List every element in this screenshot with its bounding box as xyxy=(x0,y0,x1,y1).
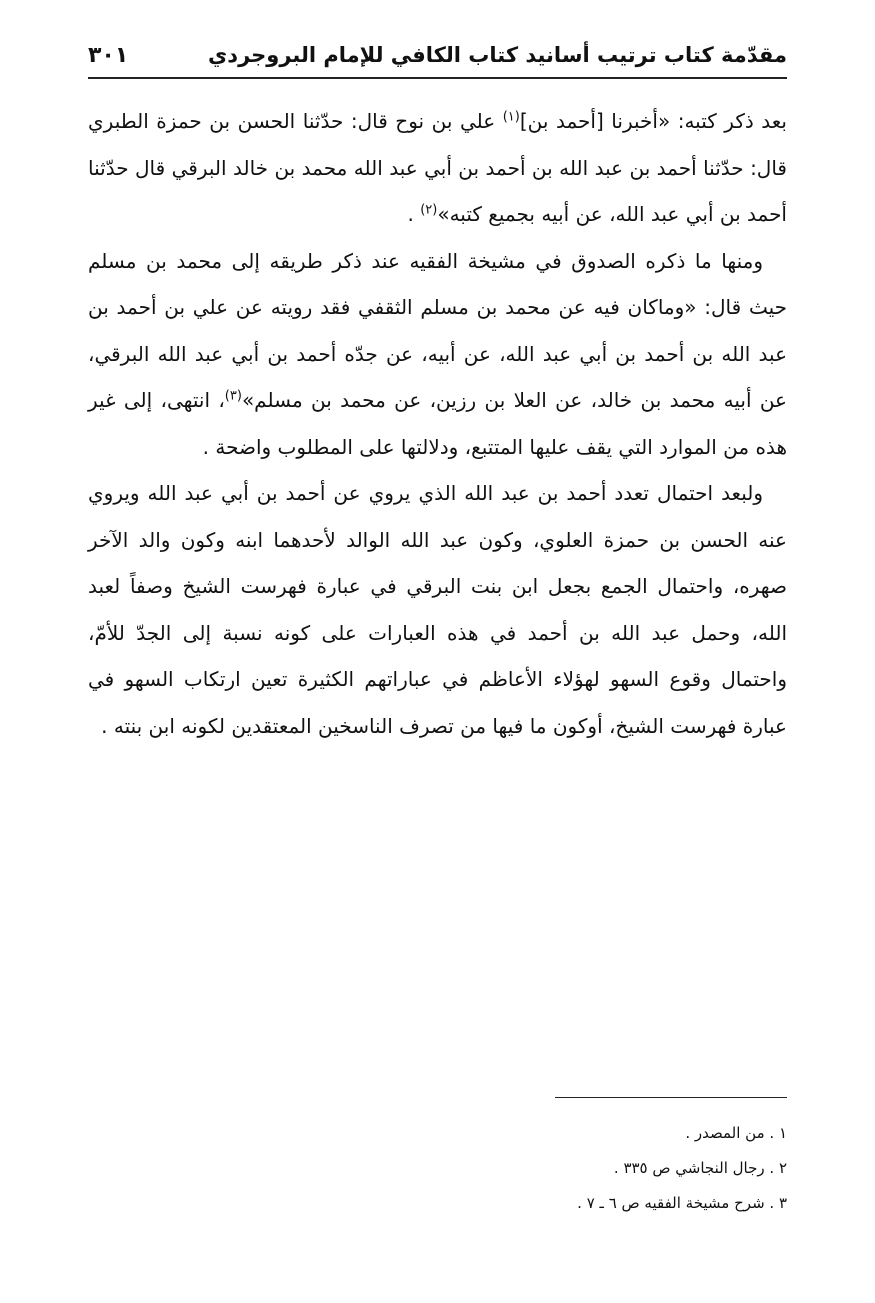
footnote-1: ١ . من المصدر . xyxy=(685,1124,787,1142)
paragraph-1-part-b: علي بن نوح قال: حدّثنا الحسن بن حمزة الطبري قال: حدّثنا أحمد بن عبد الله بن أحمد بن أبي عبد الله محمد بن خالد البرقي قال حدّثنا أحمد بن أبي عبد الله، عن أبيه بجميع كتبه» xyxy=(88,109,787,226)
paragraph-1-part-a: بعد ذكر كتبه: «أخبرنا [أحمد بن] xyxy=(519,109,787,133)
running-title: مقدّمة كتاب ترتيب أسانيد كتاب الكافي للإمام البروجردي xyxy=(208,43,787,67)
footnote-ref-1: (١) xyxy=(502,109,520,125)
paragraph-1-part-c: . xyxy=(407,202,421,226)
main-text xyxy=(88,98,787,749)
paragraph-2-part-b: ، انتهى، إلى غير هذه من الموارد التي يقف عليها المتتبع، ودلالتها على المطلوب واضحة . xyxy=(88,388,787,459)
footnote-ref-2: (٢) xyxy=(420,202,438,218)
page-number: ٣٠١ xyxy=(88,42,129,68)
paragraph-2-part-a: ومنها ما ذكره الصدوق في مشيخة الفقيه عند ذكر طريقه إلى محمد بن مسلم حيث قال: «وماكان فيه عن محمد بن مسلم الثقفي فقد رويته عن علي بن أحمد بن عبد الله بن أحمد بن أبي عبد الله، عن أبيه، عن جدّه أحمد بن أبي عبد الله البرقي، عن أبيه محمد بن خالد، عن العلا بن رزين، عن محمد بن مسلم» xyxy=(88,248,787,412)
footnote-rule xyxy=(555,1097,787,1098)
paragraph-1 xyxy=(88,98,787,238)
footnote-ref-3: (٣) xyxy=(224,388,242,404)
footnote-3: ٣ . شرح مشيخة الفقيه ص ٦ ـ ٧ . xyxy=(577,1194,787,1212)
paragraph-2 xyxy=(88,238,787,471)
running-head xyxy=(88,36,787,74)
footnotes xyxy=(88,1116,787,1221)
paragraph-3: ولبعد احتمال تعدد أحمد بن عبد الله الذي يروي عن أحمد بن أبي عبد الله ويروي عنه الحسن بن حمزة العلوي، وكون عبد الله الوالد لأحدهما ابنه وكون والد الآخر صهره، واحتمال الجمع بجعل ابن بنت البرقي في عبارة فهرست الشيخ وصفاً لعبد الله، وحمل عبد الله بن أحمد في هذه العبارات على كونه نسبة إلى الجدّ للأمّ، واحتمال وقوع السهو لهؤلاء الأعاظم في عباراتهم الكثيرة تعين ارتكاب السهو في عبارة فهرست الشيخ، أوكون ما فيها من تصرف الناسخين المعتقدين لكونه ابن بنته . xyxy=(88,481,787,738)
footnote-2: ٢ . رجال النجاشي ص ٣٣٥ . xyxy=(613,1159,787,1177)
header-rule xyxy=(88,77,787,79)
